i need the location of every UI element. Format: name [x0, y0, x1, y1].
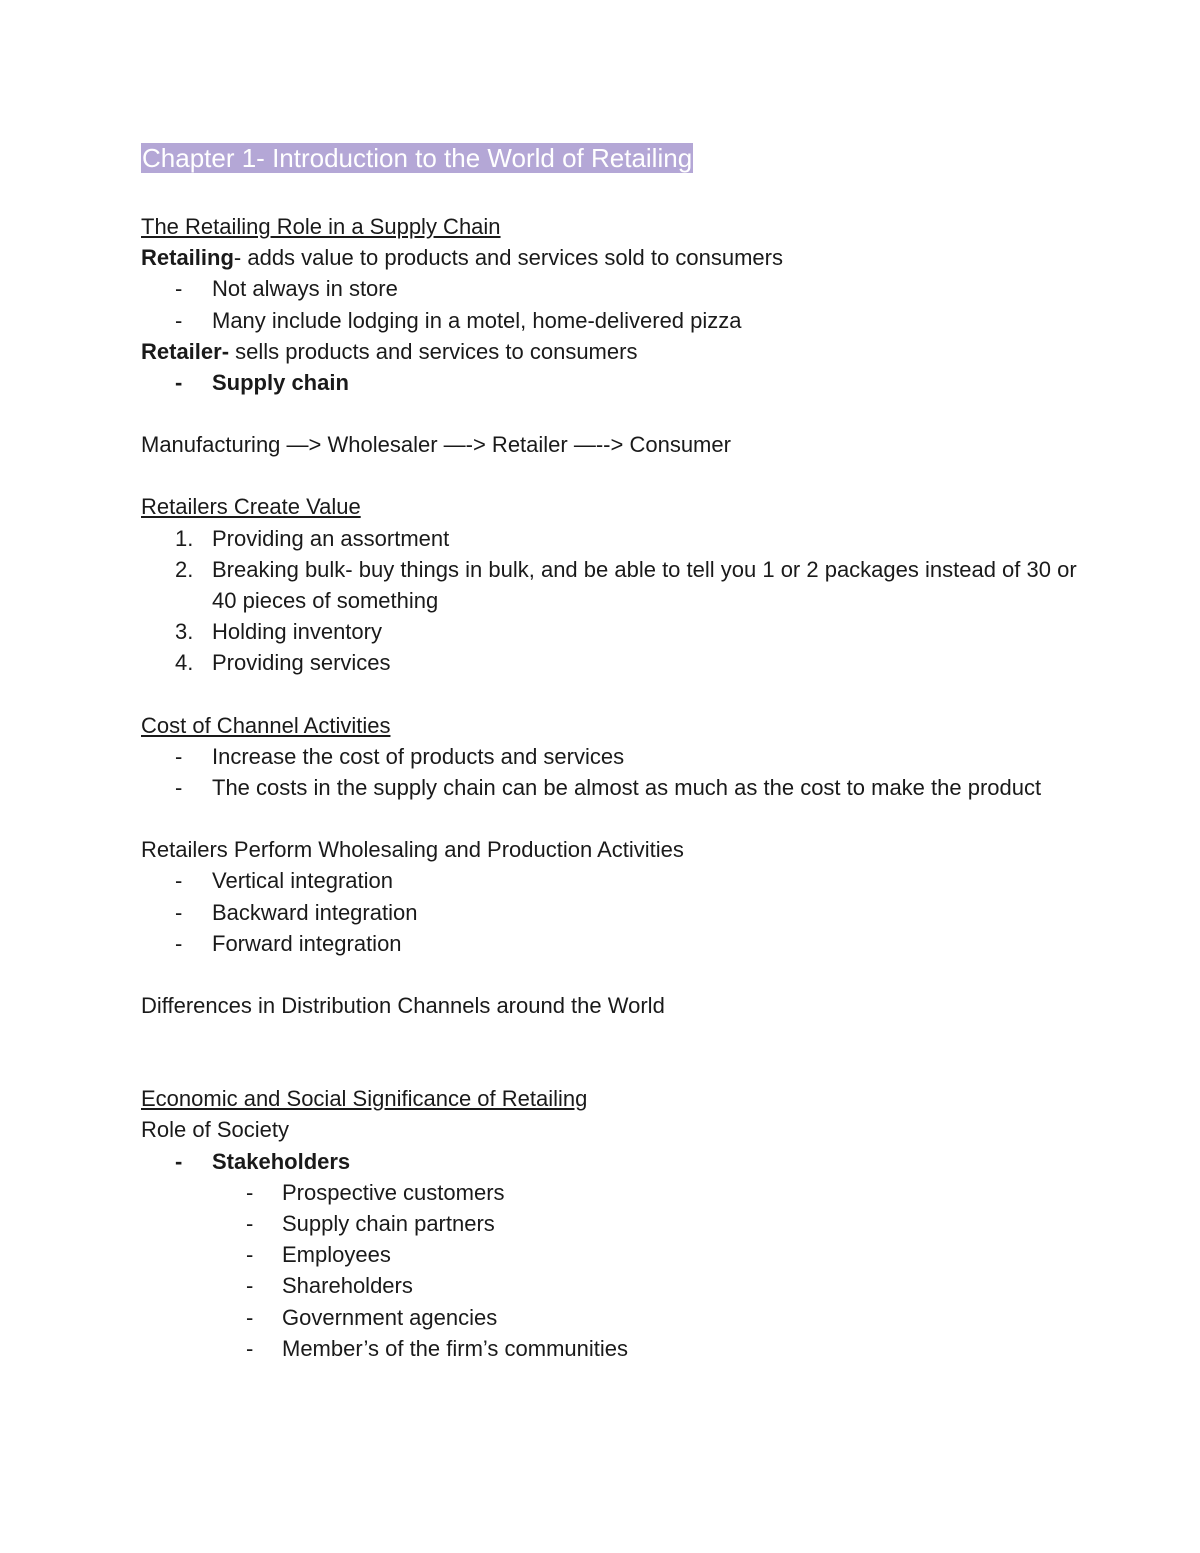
- bullet-dash: -: [175, 276, 183, 302]
- list-item-text: The costs in the supply chain can be almost as much as the cost to make the product: [212, 775, 1042, 801]
- list-item-text: Not always in store: [212, 276, 398, 302]
- list-item-text: Government agencies: [282, 1304, 498, 1330]
- list-item-text: Holding inventory: [212, 619, 382, 645]
- list-item-text: Vertical integration: [212, 868, 393, 894]
- bullet-dash: -: [175, 1148, 183, 1174]
- item-number: 2.: [175, 556, 194, 582]
- list-item: [141, 1146, 1081, 1177]
- bullet-dash: -: [246, 1179, 254, 1205]
- list-item: [141, 865, 1081, 896]
- list-item-text: Supply chain partners: [282, 1211, 495, 1237]
- retailer-definition: [141, 336, 1081, 367]
- list-item-text: Backward integration: [212, 899, 418, 925]
- title-line: [141, 140, 1081, 176]
- list-item-text: Prospective customers: [282, 1179, 505, 1205]
- bullet-dash: -: [175, 868, 183, 894]
- list-item-text: Member’s of the firm’s communities: [282, 1335, 628, 1361]
- item-number: 4.: [175, 650, 194, 676]
- item-number: 3.: [175, 619, 194, 645]
- list-item-text: Forward integration: [212, 930, 402, 956]
- bullet-dash: -: [175, 743, 183, 769]
- list-item-text: Increase the cost of products and services: [212, 743, 625, 769]
- bullet-dash: -: [246, 1273, 254, 1299]
- nested-list-item: [141, 1333, 1081, 1364]
- list-item: [141, 928, 1081, 959]
- list-item-text: Providing an assortment: [212, 525, 450, 551]
- bullet-dash: -: [175, 775, 183, 801]
- list-item: [141, 772, 1081, 803]
- nested-list-item: [141, 1177, 1081, 1208]
- list-item-text: Providing services: [212, 650, 391, 676]
- list-item-text: Breaking bulk- buy things in bulk, and be able to tell you 1 or 2 packages instead of 30 or 40 pieces of something: [212, 556, 1077, 614]
- bullet-dash: -: [175, 307, 183, 333]
- nested-list-item: [141, 1239, 1081, 1270]
- bullet-dash: -: [246, 1304, 254, 1330]
- section-heading-distribution: Differences in Distribution Channels around the World: [141, 993, 665, 1019]
- list-item-text: Supply chain: [212, 370, 349, 396]
- page-title: Chapter 1- Introduction to the World of Retailing: [142, 143, 693, 173]
- list-item-text: Stakeholders: [212, 1148, 351, 1174]
- list-item: [141, 273, 1081, 304]
- document-page: [141, 140, 1081, 1364]
- bullet-dash: -: [246, 1335, 254, 1361]
- numbered-item: [141, 523, 1081, 554]
- nested-list-item: [141, 1208, 1081, 1239]
- subheading-role-of-society: Role of Society: [141, 1117, 289, 1143]
- item-number: 1.: [175, 525, 194, 551]
- bullet-dash: -: [175, 370, 183, 396]
- retailing-def: - adds value to products and services sold to consumers: [233, 245, 783, 271]
- retailer-term: Retailer-: [141, 338, 230, 364]
- list-item-text: Many include lodging in a motel, home-delivered pizza: [212, 307, 742, 333]
- bullet-dash: -: [175, 899, 183, 925]
- list-item-text: Employees: [282, 1242, 391, 1268]
- list-item: [141, 741, 1081, 772]
- list-item: [141, 897, 1081, 928]
- list-item-text: Shareholders: [282, 1273, 413, 1299]
- nested-list-item: [141, 1302, 1081, 1333]
- bullet-dash: -: [175, 930, 183, 956]
- section-heading-significance: Economic and Social Significance of Retailing: [141, 1086, 588, 1112]
- retailing-definition: [141, 242, 1081, 273]
- numbered-item: [141, 554, 1081, 616]
- list-item: [141, 367, 1081, 398]
- section-heading-channel-costs: Cost of Channel Activities: [141, 712, 391, 738]
- bullet-dash: -: [246, 1242, 254, 1268]
- section-heading-wholesaling: Retailers Perform Wholesaling and Production Activities: [141, 837, 684, 863]
- supply-chain-flow: Manufacturing —> Wholesaler —-> Retailer —--> Consumer: [141, 432, 731, 458]
- nested-list-item: [141, 1270, 1081, 1301]
- section-heading-supply-chain: The Retailing Role in a Supply Chain: [141, 214, 501, 239]
- retailing-term: Retailing: [141, 245, 234, 271]
- bullet-dash: -: [246, 1211, 254, 1237]
- section-heading-create-value: Retailers Create Value: [141, 494, 361, 520]
- numbered-item: [141, 616, 1081, 647]
- numbered-item: [141, 647, 1081, 678]
- list-item: [141, 305, 1081, 336]
- retailer-def: sells products and services to consumers: [229, 338, 638, 364]
